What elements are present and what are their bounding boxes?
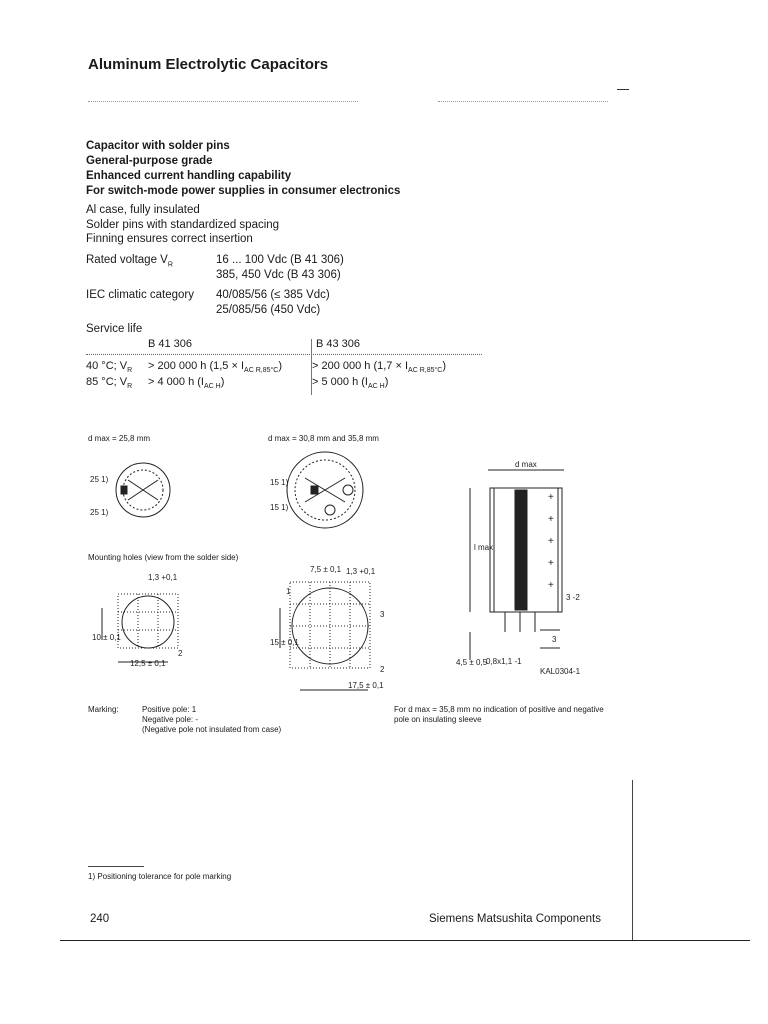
service-life-value-b43306: > 5 000 h $(I_{AC H})$	[312, 376, 389, 391]
right-margin-mark	[632, 780, 633, 940]
iec-category-values: 40/085/56 (≤ 385 Vdc) 25/085/56 (450 Vdc)	[216, 289, 330, 316]
dim-label: 25 1)	[90, 475, 109, 484]
dmax-left-label: d max = 25,8 mm	[88, 434, 151, 443]
service-life-label: Service life	[86, 323, 143, 335]
footer-rule	[60, 940, 750, 941]
dim-label: 0,8x1,1 -1	[486, 657, 522, 666]
dim-label: 2	[178, 649, 183, 658]
service-life-condition: 40 °C; $V_R$	[86, 360, 133, 375]
dim-label: d max	[515, 460, 537, 469]
iec-category-label: IEC climatic category	[86, 289, 195, 301]
svg-text:+: +	[548, 536, 554, 547]
construction-item: Finning ensures correct insertion	[86, 233, 253, 245]
construction-item: Solder pins with standardized spacing	[86, 218, 280, 231]
dim-label: l max	[474, 543, 494, 552]
service-life-value-b41306: > 4 000 h $(I_{AC H})$	[148, 376, 225, 391]
dim-label: 17,5 ± 0,1	[348, 681, 384, 690]
dim-label: 7,5 ± 0,1	[310, 565, 342, 574]
page-number: 240	[90, 913, 110, 925]
capacitor-top-view-large	[287, 452, 363, 528]
rated-voltage-values: 16 ... 100 Vdc (B 41 306) 385, 450 Vdc (B 43 306)	[216, 254, 344, 281]
dim-label: 12,5 ± 0,1	[130, 659, 166, 668]
service-life-col1-header: B 41 306	[148, 338, 193, 350]
construction-item: Al case, fully insulated	[86, 204, 200, 216]
service-life-value-b41306: > 200 000 h $(1,5 \times I_{AC R,85^\circ C})$	[148, 360, 283, 375]
service-life-condition: 85 °C; $V_R$	[86, 376, 133, 391]
dim-label: 1,3 +0,1	[148, 573, 178, 582]
feature-item: Enhanced current handling capability	[86, 170, 292, 182]
dim-label: 10 ± 0,1	[92, 633, 121, 642]
publisher: Siemens Matsushita Components	[429, 913, 601, 925]
rated-voltage-label: Rated voltage $V_R$	[86, 254, 173, 269]
dim-label: 4,5 ± 0,5	[456, 658, 488, 667]
svg-text:+: +	[548, 580, 554, 591]
page-title: Aluminum Electrolytic Capacitors	[88, 56, 329, 73]
dim-label: 3 -2	[566, 593, 580, 602]
footnote: 1) Positioning tolerance for pole marking	[88, 872, 232, 881]
svg-text:+: +	[548, 514, 554, 525]
dmax-right-label: d max = 30,8 mm and 35,8 mm	[268, 434, 379, 443]
svg-text:+: +	[548, 492, 554, 503]
feature-item: Capacitor with solder pins	[86, 140, 230, 152]
feature-item: For switch-mode power supplies in consumer electronics	[86, 185, 401, 197]
marking-label: Marking:	[88, 705, 119, 714]
capacitor-top-view-small	[116, 463, 170, 517]
dim-label: 1,3 +0,1	[346, 567, 376, 576]
dim-label: 25 1)	[90, 508, 109, 517]
dim-label: 3	[552, 635, 557, 644]
marking-note: For d max = 35,8 mm no indication of positive and negative pole on insulating sleeve	[394, 705, 604, 724]
service-life-value-b43306: > 200 000 h $(1,7 \times I_{AC R,85^\circ C})$	[312, 360, 447, 375]
mounting-holes-caption: Mounting holes (view from the solder side)	[88, 553, 239, 562]
dim-label: 1	[286, 587, 291, 596]
mounting-hole-grid-large	[280, 582, 370, 690]
svg-text:+: +	[548, 558, 554, 569]
dim-label: 15 1)	[270, 478, 289, 487]
dim-label: 15 ± 0,1	[270, 638, 299, 647]
dim-label: 15 1)	[270, 503, 289, 512]
kal-code: KAL0304-1	[540, 667, 581, 676]
mounting-hole-grid-small	[102, 594, 178, 662]
dim-label: 3	[380, 610, 385, 619]
marking-lines: Positive pole: 1 Negative pole: - (Negative pole not insulated from case)	[142, 705, 282, 734]
footnote-rule	[88, 866, 144, 867]
dim-label: 2	[380, 665, 385, 674]
feature-item: General-purpose grade	[86, 155, 213, 167]
service-life-col2-header: B 43 306	[316, 338, 361, 350]
